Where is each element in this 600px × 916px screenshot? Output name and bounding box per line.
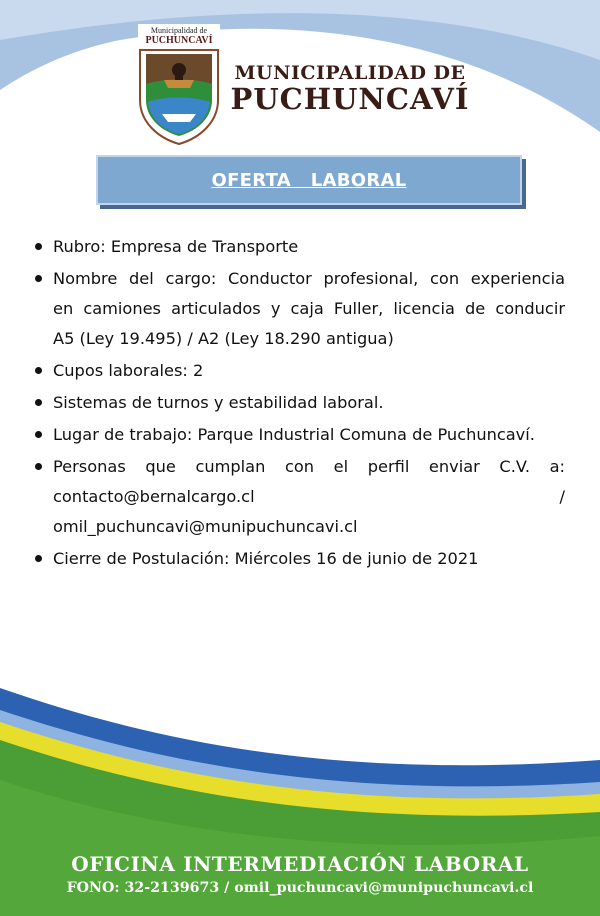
item-line: Cierre de Postulación: Miércoles 16 de junio de 2021 xyxy=(53,549,479,568)
item-line: Lugar de trabajo: Parque Industrial Comuna de Puchuncaví. xyxy=(53,425,535,444)
item-line: Nombre del cargo: Conductor profesional, con experiencia xyxy=(53,269,565,288)
item-line: Rubro: Empresa de Transporte xyxy=(53,237,299,256)
item-line: Personas que cumplan con el perfil enviar C.V. a: xyxy=(53,457,565,476)
municipality-title-line1: MUNICIPALIDAD DE xyxy=(234,62,466,84)
list-item-cargo xyxy=(35,264,565,354)
bullet-icon xyxy=(35,431,42,438)
job-offer-title: OFERTA LABORAL xyxy=(211,169,407,191)
footer-contact: FONO: 32-2139673 / omil_puchuncavi@munipuchuncavi.cl xyxy=(66,880,534,896)
logo-name-text: PUCHUNCAVÍ xyxy=(145,35,213,46)
list-item-contacto xyxy=(35,452,565,542)
bullet-icon xyxy=(35,463,42,470)
item-line: A5 (Ley 19.495) / A2 (Ley 18.290 antigua) xyxy=(53,329,394,348)
item-line: Sistemas de turnos y estabilidad laboral. xyxy=(53,393,384,412)
list-item-lugar xyxy=(35,420,565,450)
bullet-icon xyxy=(35,367,42,374)
list-item-cierre xyxy=(35,544,565,574)
omil-email-line: omil_puchuncavi@munipuchuncavi.cl xyxy=(53,517,358,536)
list-item-rubro xyxy=(35,232,565,262)
list-item-cupos xyxy=(35,356,565,386)
municipality-title xyxy=(230,62,470,116)
item-line: en camiones articulados y caja Fuller, licencia de conducir xyxy=(53,299,565,318)
job-details-list xyxy=(35,232,565,576)
contact-email-line: contacto@bernalcargo.cl / xyxy=(53,487,565,506)
logo-small-text: Municipalidad de xyxy=(150,26,208,35)
bullet-icon xyxy=(35,275,42,282)
bullet-icon xyxy=(35,399,42,406)
job-offer-banner xyxy=(96,155,522,205)
municipality-title-line2: PUCHUNCAVÍ xyxy=(230,82,470,116)
bullet-icon xyxy=(35,555,42,562)
municipal-logo xyxy=(134,22,224,148)
footer-office-name: OFICINA INTERMEDIACIÓN LABORAL xyxy=(71,852,529,876)
list-item-turnos xyxy=(35,388,565,418)
bullet-icon xyxy=(35,243,42,250)
item-line: Cupos laborales: 2 xyxy=(53,361,204,380)
